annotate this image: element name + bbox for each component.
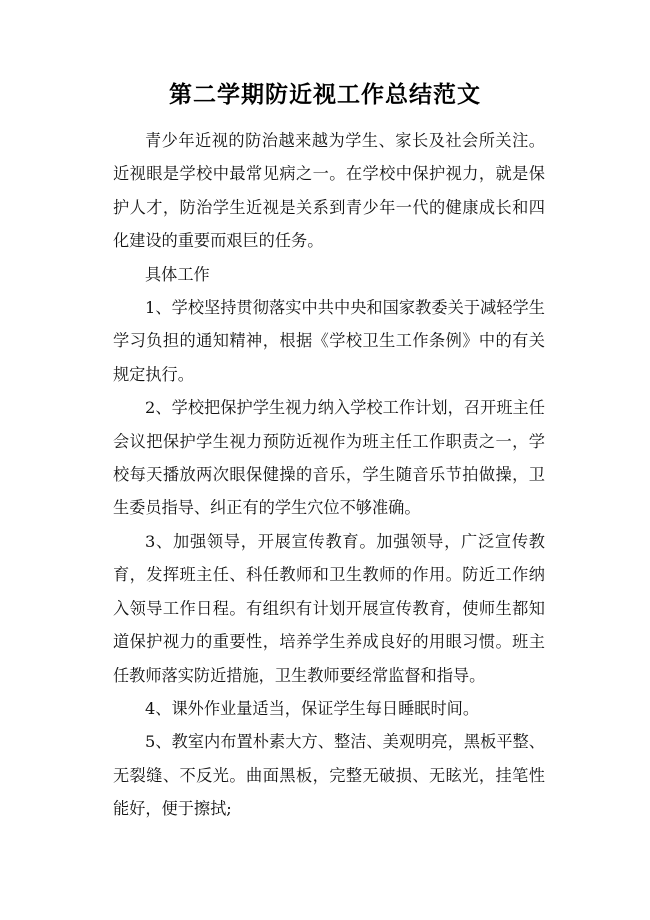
paragraph-intro: 青少年近视的防治越来越为学生、家长及社会所关注。近视眼是学校中最常见病之一。在学校中保护视力，就是保护人才，防治学生近视是关系到青少年一代的健康成长和四化建设的重要而艰巨的任务。 (113, 131, 545, 251)
paragraph-item-5: 5、教室内布置朴素大方、整洁、美观明亮，黑板平整、无裂缝、不反光。曲面黑板，完整无破损、无眩光，挂笔性能好，便于擦拭; (113, 732, 545, 819)
paragraph-item-1: 1、学校坚持贯彻落实中共中央和国家教委关于减轻学生学习负担的通知精神，根据《学校卫生工作条例》中的有关规定执行。 (113, 298, 545, 384)
document-title: 第二学期防近视工作总结范文 (169, 82, 481, 108)
document-body (113, 124, 545, 826)
paragraph-heading-specific-work: 具体工作 (145, 264, 210, 284)
paragraph-item-3: 3、加强领导，开展宣传教育。加强领导，广泛宣传教育，发挥班主任、科任教师和卫生教师的作用。防近工作纳入领导工作日程。有组织有计划开展宣传教育，使师生都知道保护视力的重要性，培养学生养成良好的用眼习惯。班主任教师落实防近措施，卫生教师要经常监督和指导。 (113, 531, 545, 685)
paragraph-item-4: 4、课外作业量适当，保证学生每日睡眠时间。 (145, 698, 480, 718)
paragraph-item-2: 2、学校把保护学生视力纳入学校工作计划，召开班主任会议把保护学生视力预防近视作为班主任工作职责之一，学校每天播放两次眼保健操的音乐，学生随音乐节拍做操，卫生委员指导、纠正有的学生穴位不够准确。 (113, 398, 545, 518)
